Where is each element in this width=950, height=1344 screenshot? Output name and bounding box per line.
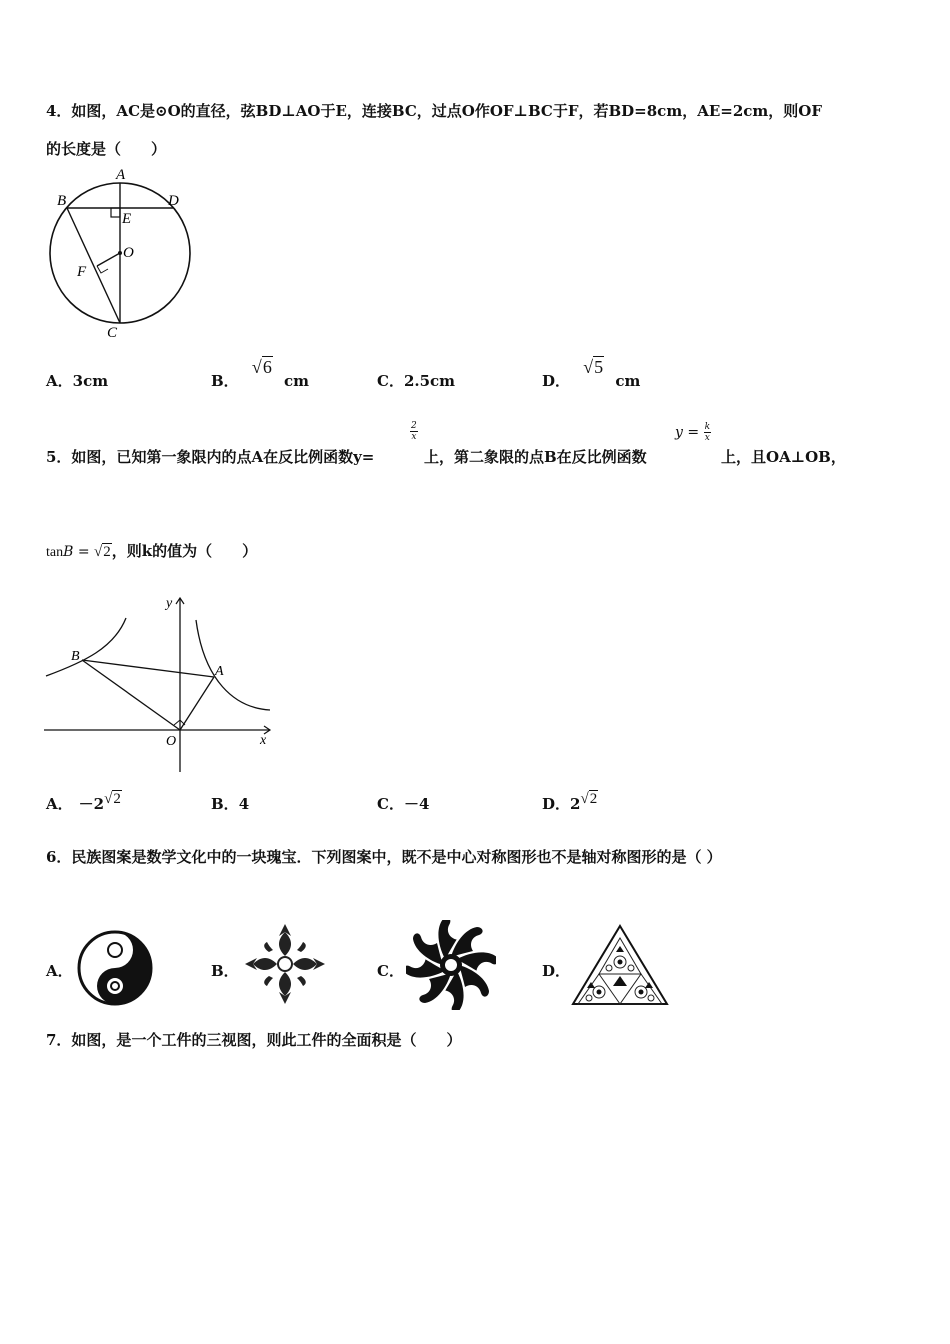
q5-option-a[interactable]: A． －2√2 — [46, 791, 121, 813]
sqrt-2: √2 — [580, 791, 598, 807]
pinwheel-flower-icon[interactable] — [406, 920, 496, 1010]
q6-option-a-label[interactable]: A． — [46, 962, 73, 980]
q6-option-b-label[interactable]: B． — [211, 962, 239, 980]
q5-option-d[interactable]: D．2√2 — [542, 791, 598, 813]
q5-fraction-2-over-x: $\frac{2}{x}$ — [411, 421, 417, 442]
four-leaf-ornament-icon[interactable] — [243, 922, 327, 1006]
q6-option-c-label[interactable]: C． — [377, 962, 404, 980]
q5-label-x: x — [260, 733, 267, 748]
q5-coordinate-figure — [44, 590, 274, 775]
q7-stem: 7．如图，是一个工件的三视图，则此工件的全面积是（ ） — [46, 1031, 462, 1049]
q5-label-A: A — [215, 664, 224, 679]
q6-option-d-label[interactable]: D． — [542, 962, 571, 980]
q4-label-O: O — [123, 245, 134, 261]
q5-label-B: B — [71, 649, 80, 664]
q4-label-A: A — [116, 167, 126, 183]
q4-option-c[interactable]: C．2.5cm — [377, 372, 456, 390]
q5-stem-line2: tanB = √2，则k的值为（ ） — [46, 542, 258, 560]
q4-circle-figure — [40, 165, 200, 345]
q5-stem-line1-part2: 上，第二象限的点B在反比例函数 — [424, 448, 647, 466]
sqrt-6: √6 — [251, 357, 272, 377]
q4-label-C: C — [107, 325, 118, 341]
q4-stem-line1: 4．如图，AC是⊙O的直径，弦BD⊥AO于E，连接BC，过点O作OF⊥BC于F，若BD=8cm，AE=2cm，则OF — [46, 102, 822, 120]
q4-option-d[interactable]: D． √5 cm — [542, 357, 641, 390]
q5-fraction-k-over-x: y = $\frac{k}{x}$ — [675, 422, 711, 443]
q5-label-y: y — [166, 596, 173, 611]
q4-label-D: D — [168, 193, 179, 209]
q4-label-B: B — [57, 193, 67, 209]
q4-option-a[interactable]: A．3cm — [46, 372, 109, 390]
sqrt-2: √2 — [104, 791, 121, 807]
sqrt-5: √5 — [583, 357, 604, 377]
q4-label-E: E — [122, 211, 132, 227]
yin-yang-icon[interactable] — [76, 929, 154, 1007]
patterned-triangle-icon[interactable] — [571, 924, 669, 1006]
q5-label-O: O — [166, 734, 177, 749]
q4-label-F: F — [77, 264, 87, 280]
q5-stem-line1-part1: 5．如图，已知第一象限内的点A在反比例函数y= — [46, 448, 375, 466]
q4-option-b[interactable]: B． √6 cm — [211, 357, 310, 390]
q4-stem-line2: 的长度是（ ） — [46, 140, 167, 158]
q5-option-c[interactable]: C．－4 — [377, 795, 430, 813]
q5-stem-line1-part3: 上，且OA⊥OB， — [721, 448, 846, 466]
q5-option-b[interactable]: B．4 — [211, 795, 250, 813]
q6-stem: 6．民族图案是数学文化中的一块瑰宝．下列图案中，既不是中心对称图形也不是轴对称图形的是（ ） — [46, 848, 722, 866]
